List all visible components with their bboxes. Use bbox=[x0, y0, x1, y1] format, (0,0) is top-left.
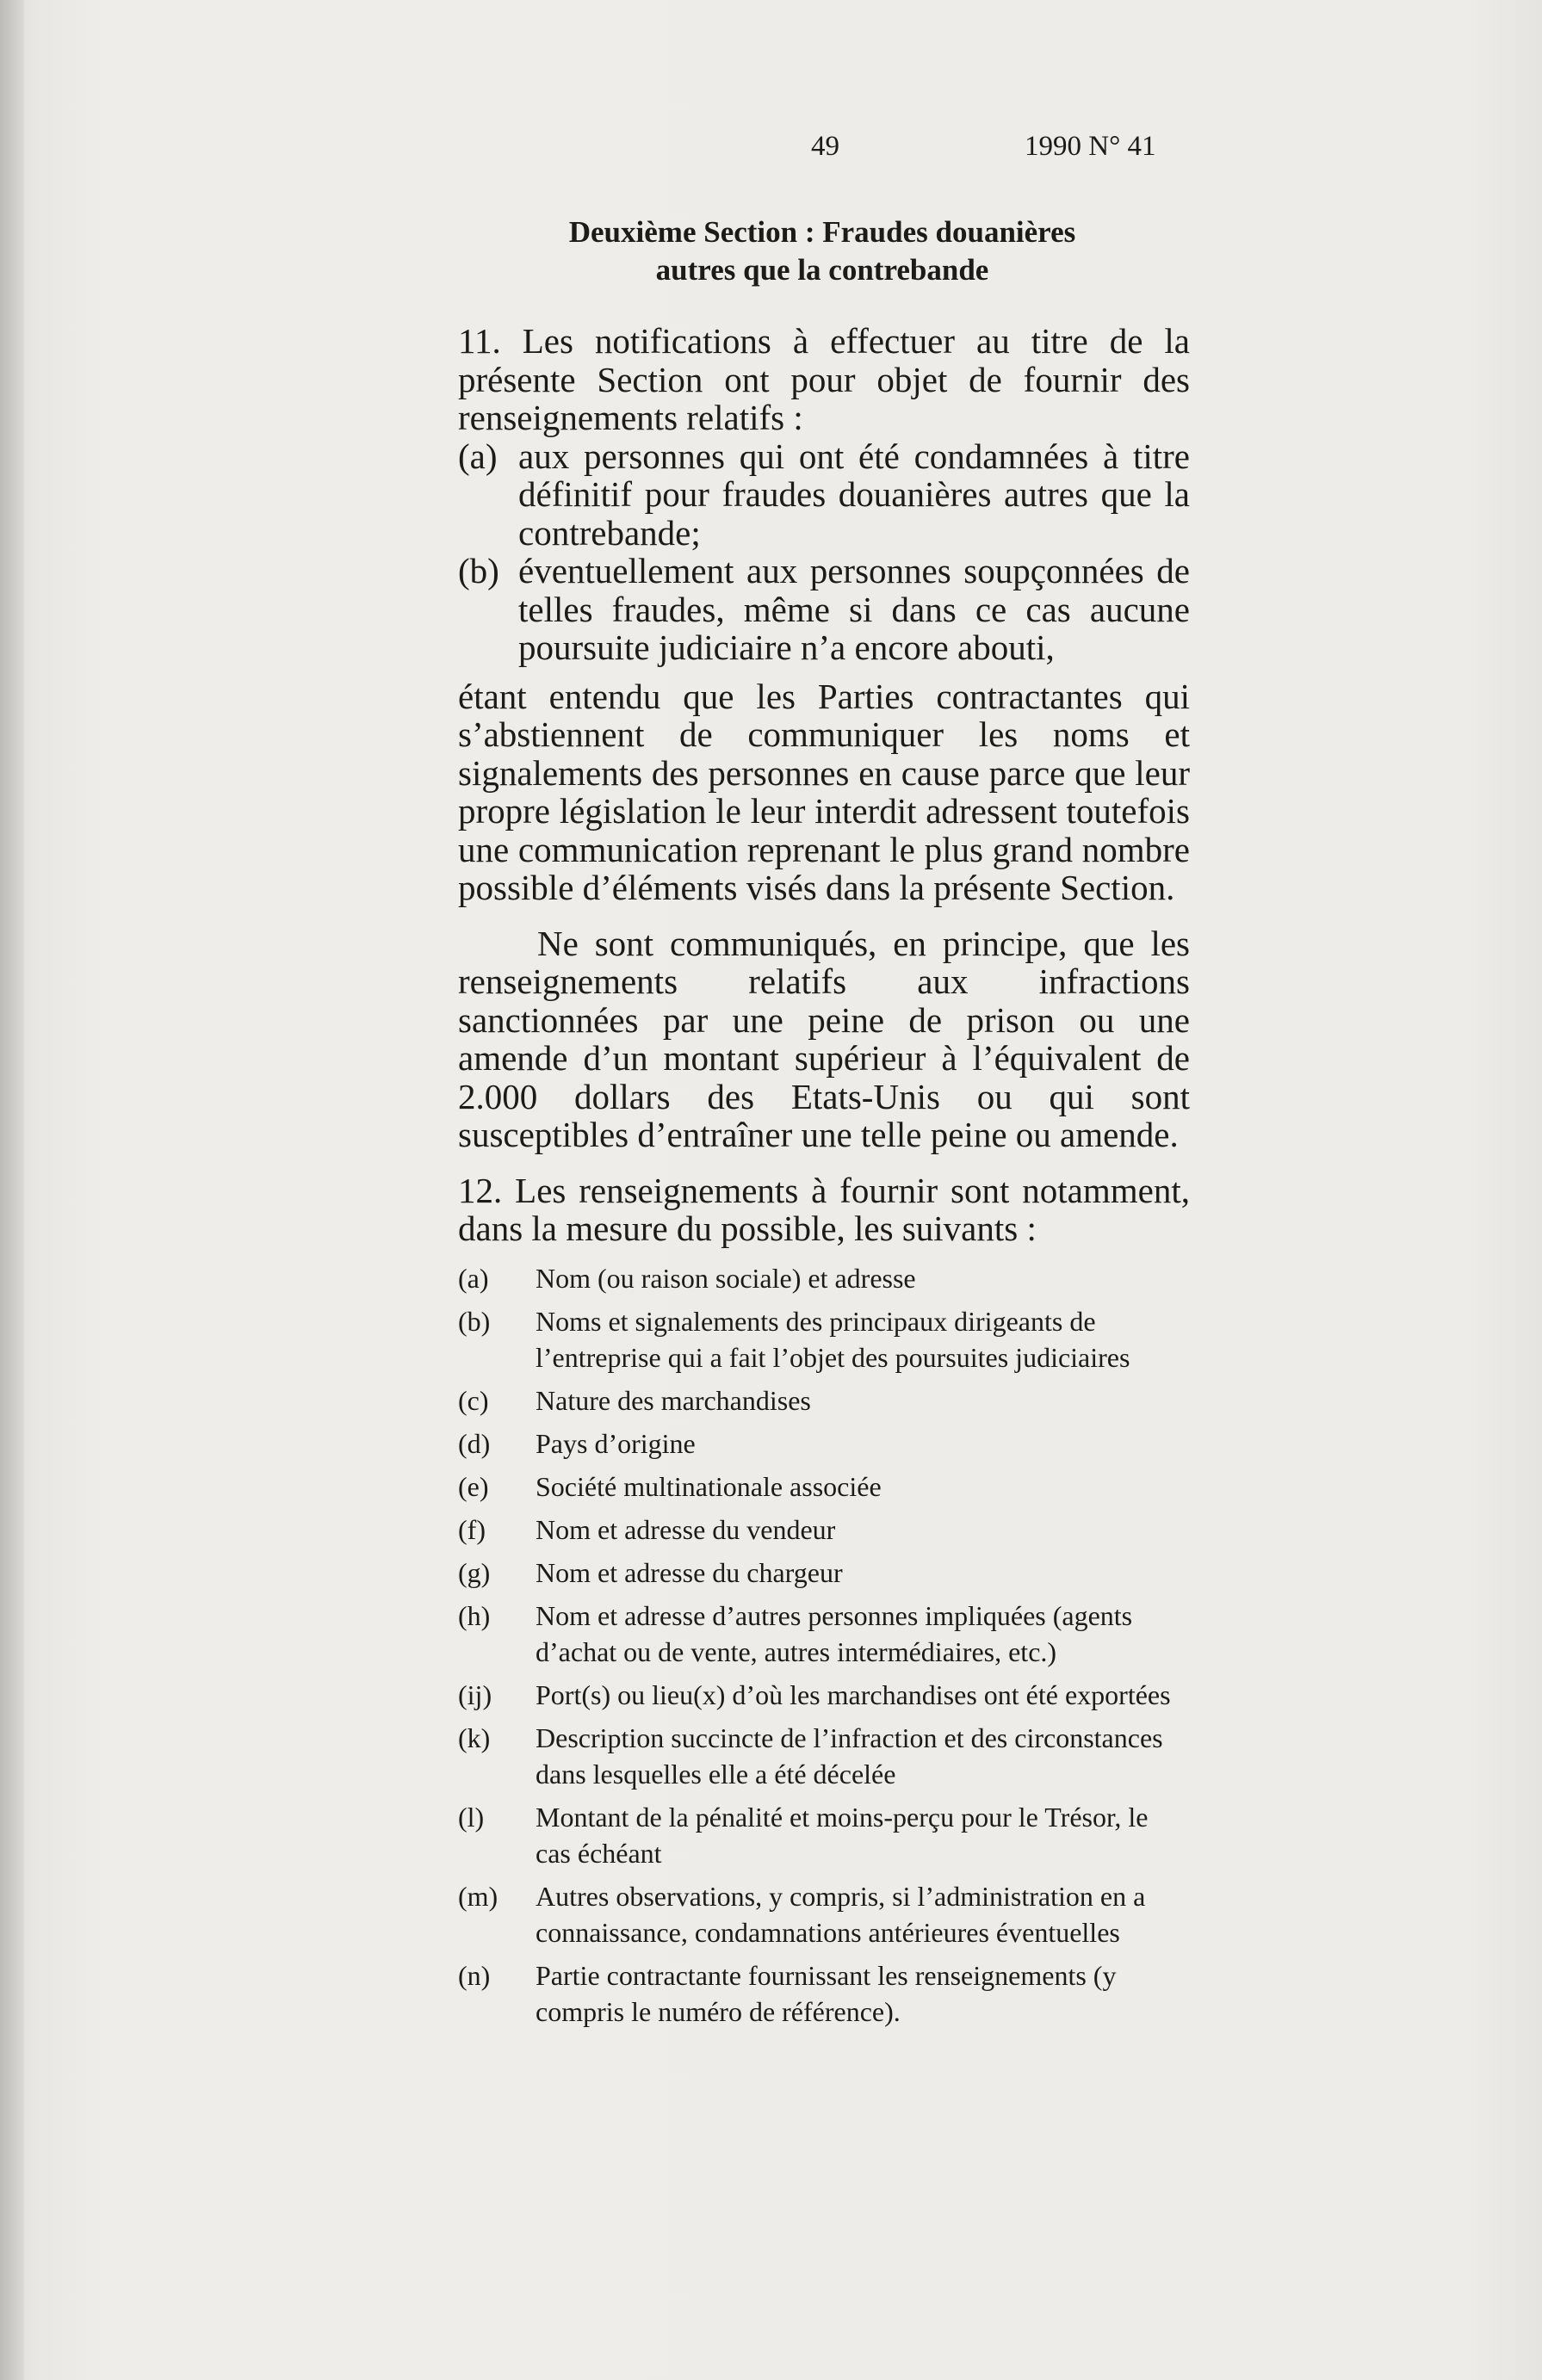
list-item bbox=[458, 1878, 1190, 1950]
document-reference: 1990 N° 41 bbox=[1025, 131, 1156, 162]
list-item bbox=[458, 1598, 1190, 1670]
paragraph-11-proviso: étant entendu que les Parties contractantes qui s’abstiennent de communiquer les noms et signalements des personnes en cause parce que leur propre législation le leur interdit adressent toutefois une communication reprenant le plus grand nombre possible d’éléments visés dans la présente Section. bbox=[458, 676, 1190, 907]
list-item bbox=[458, 1720, 1190, 1792]
paragraph-11-intro-text: Les notifications à effectuer au titre de la présente Section ont pour objet de fournir des renseignements relatifs : bbox=[458, 321, 1190, 437]
item-text: Nom (ou raison sociale) et adresse bbox=[536, 1262, 916, 1294]
list-item bbox=[458, 1511, 1190, 1548]
item-text: Partie contractante fournissant les renseignements (y compris le numéro de référence). bbox=[536, 1959, 1117, 2027]
paragraph-11-intro bbox=[458, 322, 1190, 437]
list-item bbox=[458, 1677, 1190, 1713]
item-text: Autres observations, y compris, si l’administration en a connaissance, condamnations antérieures éventuelles bbox=[536, 1880, 1146, 1948]
item-text: Montant de la pénalité et moins-perçu pour le Trésor, le cas échéant bbox=[536, 1801, 1149, 1869]
list-item bbox=[458, 1382, 1190, 1419]
list-item bbox=[458, 1425, 1190, 1462]
section-title-line-1: Deuxième Section : Fraudes douanières bbox=[568, 215, 1076, 249]
item-text: aux personnes qui ont été condamnées à titre définitif pour fraudes douanières autres que la contrebande; bbox=[518, 436, 1190, 553]
item-label: (k) bbox=[458, 1722, 491, 1753]
item-text: Nom et adresse d’autres personnes impliquées (agents d’achat ou de vente, autres intermédiaires, etc.) bbox=[536, 1599, 1133, 1667]
item-text: éventuellement aux personnes soupçonnées de telles fraudes, même si dans ce cas aucune poursuite judiciaire n’a encore abouti, bbox=[518, 551, 1190, 667]
list-item bbox=[458, 1957, 1190, 2030]
list-item bbox=[458, 1303, 1190, 1375]
item-text: Société multinationale associée bbox=[536, 1470, 882, 1502]
item-label: (f) bbox=[458, 1513, 486, 1545]
item-label: (l) bbox=[458, 1801, 485, 1833]
list-item bbox=[458, 1799, 1190, 1871]
item-label: (b) bbox=[458, 551, 499, 590]
item-text: Nature des marchandises bbox=[536, 1384, 811, 1416]
item-label: (n) bbox=[458, 1959, 491, 1991]
paragraph-number-12: 12. bbox=[458, 1170, 503, 1210]
paragraph-11-item-a bbox=[458, 437, 1190, 553]
paragraph-number-11: 11. bbox=[458, 321, 501, 361]
page-spine-shadow bbox=[0, 0, 24, 2380]
list-item bbox=[458, 1468, 1190, 1505]
item-text: Nom et adresse du chargeur bbox=[536, 1556, 843, 1588]
item-label: (m) bbox=[458, 1880, 499, 1912]
section-title bbox=[465, 213, 1180, 289]
paragraph-12-intro bbox=[458, 1171, 1190, 1248]
item-label: (ij) bbox=[458, 1678, 492, 1710]
page-number: 49 bbox=[811, 131, 839, 162]
item-text: Pays d’origine bbox=[536, 1427, 696, 1459]
item-label: (b) bbox=[458, 1305, 491, 1337]
item-label: (a) bbox=[458, 1262, 489, 1294]
list-item bbox=[458, 1555, 1190, 1591]
paragraph-12-list bbox=[458, 1260, 1190, 2030]
paragraph-12-intro-text: Les renseignements à fournir sont notamment, dans la mesure du possible, les suivants : bbox=[458, 1170, 1190, 1248]
item-label: (e) bbox=[458, 1470, 489, 1502]
section-title-line-2: autres que la contrebande bbox=[655, 253, 989, 287]
item-label: (g) bbox=[458, 1556, 491, 1588]
item-label: (h) bbox=[458, 1599, 491, 1631]
paragraph-11-item-b bbox=[458, 552, 1190, 667]
item-text: Port(s) ou lieu(x) d’où les marchandises ont été exportées bbox=[536, 1678, 1171, 1710]
item-text: Description succincte de l’infraction et des circonstances dans lesquelles elle a été décelée bbox=[536, 1722, 1163, 1790]
list-item bbox=[458, 1260, 1190, 1296]
item-label: (c) bbox=[458, 1384, 489, 1416]
paragraph-11-second: Ne sont communiqués, en principe, que les renseignements relatifs aux infractions sanctionnées par une peine de prison ou une amende d’un montant supérieur à l’équivalent de 2.000 dollars des Etats-Unis ou qui sont susceptibles d’entraîner une telle peine ou amende. bbox=[458, 923, 1190, 1154]
item-text: Noms et signalements des principaux dirigeants de l’entreprise qui a fait l’objet des poursuites judiciaires bbox=[536, 1305, 1130, 1373]
document-body bbox=[458, 322, 1190, 2037]
item-text: Nom et adresse du vendeur bbox=[536, 1513, 836, 1545]
item-label: (d) bbox=[458, 1427, 491, 1459]
item-label: (a) bbox=[458, 436, 498, 476]
